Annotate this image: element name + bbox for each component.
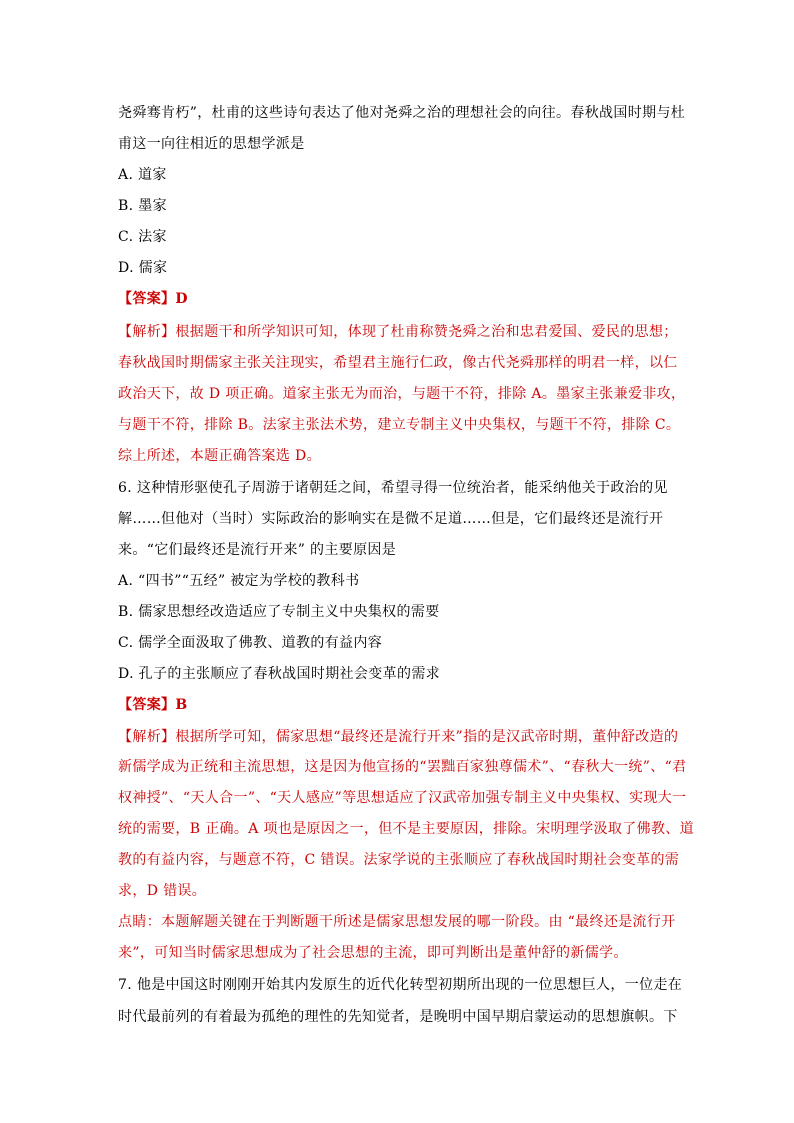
q6-stem-line-3: 来。“它们最终还是流行开来” 的主要原因是 <box>118 542 397 558</box>
q6-analysis-line-3: 权神授”、“天人合一”、“天人感应”等思想适应了汉武帝加强专制主义中央集权、实现大一 <box>118 790 687 806</box>
q5-answer: 【答案】D <box>118 291 188 307</box>
q5-analysis-line-4: 与题干不符，排除 B。法家主张法术势，建立专制主义中央集权，与题干不符，排除 C。 <box>118 417 681 433</box>
q6-tip-line-1: 点睛：本题解题关键在于判断题干所述是儒家思想发展的哪一阶段。由 “最终还是流行开 <box>118 914 676 930</box>
q5-analysis-line-2: 春秋战国时期儒家主张关注现实，希望君主施行仁政，像古代尧舜那样的明君一样，以仁 <box>118 355 678 371</box>
q5-stem-line-2: 甫这一向往相近的思想学派是 <box>118 136 305 152</box>
q7-stem-line-1: 7. 他是中国这时刚刚开始其内发原生的近代化转型初期所出现的一位思想巨人，一位走在 <box>118 977 683 993</box>
q5-analysis-line-5: 综上所述，本题正确答案选 D。 <box>118 448 321 464</box>
q5-option-c: C. 法家 <box>118 229 167 245</box>
q5-option-a: A. 道家 <box>118 167 167 183</box>
q6-analysis-line-1: 【解析】根据所学可知，儒家思想“最终还是流行开来”指的是汉武帝时期，董仲舒改造的 <box>118 729 679 745</box>
q6-analysis-line-6: 求，D 错误。 <box>118 883 207 899</box>
q6-tip-line-2: 来”，可知当时儒家思想成为了社会思想的主流，即可判断出是董仲舒的新儒学。 <box>118 945 628 961</box>
q5-analysis-line-3: 政治天下，故 D 项正确。道家主张无为而治，与题干不符，排除 A。墨家主张兼爱非攻， <box>118 386 686 402</box>
q5-option-d: D. 儒家 <box>118 260 168 276</box>
q6-option-d: D. 孔子的主张顺应了春秋战国时期社会变革的需求 <box>118 666 441 682</box>
q7-stem-line-2: 时代最前列的有着最为孤绝的理性的先知觉者，是晚明中国早期启蒙运动的思想旗帜。下 <box>118 1009 678 1025</box>
q6-option-c: C. 儒学全面汲取了佛教、道教的有益内容 <box>118 635 383 651</box>
q6-option-a: A. “四书”“五经” 被定为学校的教科书 <box>118 573 360 589</box>
q5-stem-line-1: 尧舜骞肯朽”，杜甫的这些诗句表达了他对尧舜之治的理想社会的向往。春秋战国时期与杜 <box>118 105 686 121</box>
q6-stem-line-1: 6. 这种情形驱使孔子周游于诸朝廷之间，希望寻得一位统治者，能采纳他关于政治的见 <box>118 480 668 496</box>
q5-analysis-line-1: 【解析】根据题干和所学知识可知，体现了杜甫称赞尧舜之治和忠君爱国、爱民的思想； <box>118 324 678 340</box>
q6-stem-line-2: 解……但他对（当时）实际政治的影响实在是微不足道……但是，它们最终还是流行开 <box>118 511 664 527</box>
q5-option-b: B. 墨家 <box>118 198 167 214</box>
q6-answer: 【答案】B <box>118 697 188 713</box>
q6-analysis-line-5: 教的有益内容，与题意不符，C 错误。法家学说的主张顺应了春秋战国时期社会变革的需 <box>118 852 680 868</box>
q6-analysis-line-2: 新儒学成为正统和主流思想，这是因为他宣扬的“罢黜百家独尊儒术”、“春秋大一统”、“君 <box>118 759 687 775</box>
q6-option-b: B. 儒家思想经改造适应了专制主义中央集权的需要 <box>118 604 440 620</box>
q6-analysis-line-4: 统的需要，B 正确。A 项也是原因之一，但不是主要原因，排除。宋明理学汲取了佛教、道 <box>118 821 694 837</box>
